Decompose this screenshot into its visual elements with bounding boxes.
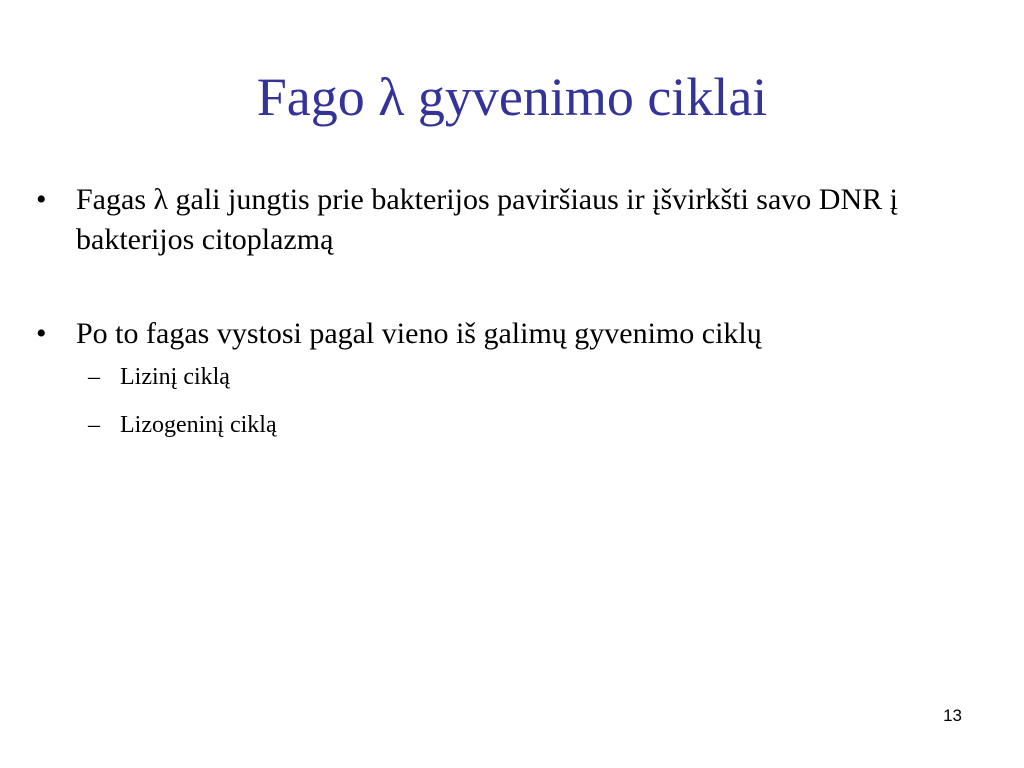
page-number: 13: [943, 706, 962, 725]
slide-body: [36, 180, 996, 440]
sub-bullet-item: [36, 410, 996, 440]
sub-bullet-marker: –: [88, 412, 100, 438]
bullet-marker: •: [36, 183, 47, 216]
slide-title: Fago λ gyvenimo ciklai: [256, 67, 768, 127]
bullet-marker: •: [36, 317, 47, 350]
sub-bullet-marker: –: [88, 364, 100, 390]
sub-bullet-text: Lizogeninį ciklą: [120, 412, 277, 438]
bullet-item: [36, 314, 996, 354]
sub-bullet-item: [36, 362, 996, 392]
bullet-item: [36, 180, 996, 260]
bullet-text: Fagas λ gali jungtis prie bakterijos paviršiaus ir įšvirkšti savo DNR į bakterijos citoplazmą: [76, 183, 898, 256]
bullet-text: Po to fagas vystosi pagal vieno iš galimų gyvenimo ciklų: [76, 317, 762, 350]
sub-bullet-text: Lizinį ciklą: [120, 364, 230, 390]
